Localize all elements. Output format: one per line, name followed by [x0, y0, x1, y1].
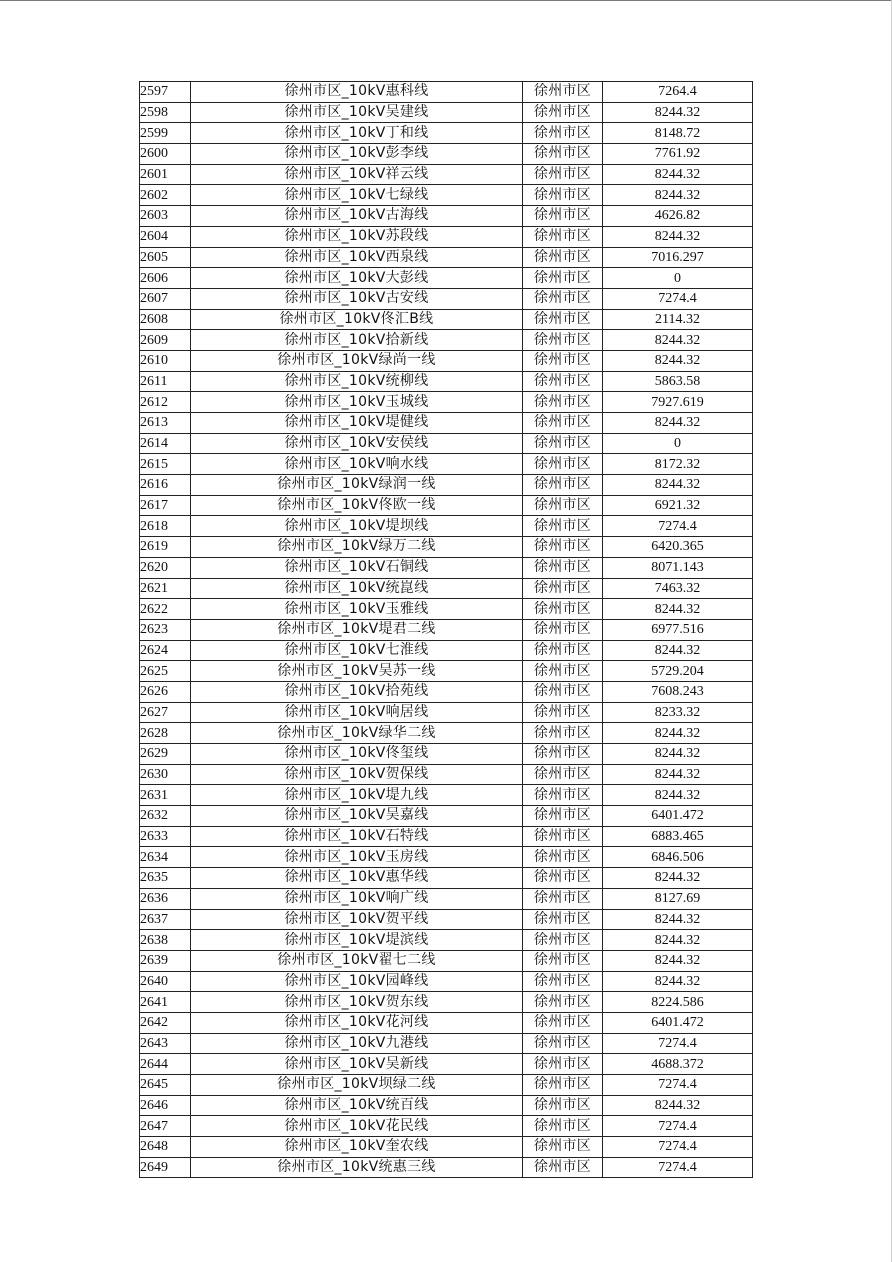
cell-index: 2613: [140, 413, 191, 434]
cell-region: 徐州市区: [523, 1012, 603, 1033]
cell-index: 2643: [140, 1033, 191, 1054]
cell-value: 6420.365: [603, 537, 753, 558]
cell-index: 2626: [140, 681, 191, 702]
cell-region: 徐州市区: [523, 495, 603, 516]
table-row: [140, 454, 753, 475]
cell-line-name: 徐州市区_10kV翟七二线: [191, 950, 523, 971]
table-row: [140, 1075, 753, 1096]
cell-value: 4688.372: [603, 1054, 753, 1075]
table-row: [140, 723, 753, 744]
cell-region: 徐州市区: [523, 950, 603, 971]
table-row: [140, 144, 753, 165]
cell-value: 6401.472: [603, 806, 753, 827]
cell-index: 2610: [140, 350, 191, 371]
cell-value: 2114.32: [603, 309, 753, 330]
cell-line-name: 徐州市区_10kV吴新线: [191, 1054, 523, 1075]
cell-value: 8244.32: [603, 723, 753, 744]
cell-value: 7264.4: [603, 82, 753, 103]
cell-line-name: 徐州市区_10kV佟欧一线: [191, 495, 523, 516]
cell-region: 徐州市区: [523, 847, 603, 868]
cell-index: 2629: [140, 744, 191, 765]
cell-region: 徐州市区: [523, 309, 603, 330]
cell-index: 2598: [140, 102, 191, 123]
table-row: [140, 516, 753, 537]
cell-region: 徐州市区: [523, 226, 603, 247]
cell-index: 2628: [140, 723, 191, 744]
cell-region: 徐州市区: [523, 288, 603, 309]
cell-line-name: 徐州市区_10kV西泉线: [191, 247, 523, 268]
cell-line-name: 徐州市区_10kV七淮线: [191, 640, 523, 661]
cell-value: 8224.586: [603, 992, 753, 1013]
cell-index: 2609: [140, 330, 191, 351]
table-row: [140, 619, 753, 640]
cell-value: 8244.32: [603, 1095, 753, 1116]
table-row: [140, 599, 753, 620]
cell-index: 2618: [140, 516, 191, 537]
cell-index: 2616: [140, 475, 191, 496]
cell-value: 8244.32: [603, 909, 753, 930]
cell-value: 8244.32: [603, 764, 753, 785]
cell-region: 徐州市区: [523, 247, 603, 268]
cell-region: 徐州市区: [523, 619, 603, 640]
table-row: [140, 785, 753, 806]
cell-index: 2612: [140, 392, 191, 413]
table-row: [140, 537, 753, 558]
table-row: [140, 681, 753, 702]
table-row: [140, 578, 753, 599]
table-row: [140, 1116, 753, 1137]
cell-region: 徐州市区: [523, 350, 603, 371]
cell-index: 2639: [140, 950, 191, 971]
cell-region: 徐州市区: [523, 206, 603, 227]
cell-line-name: 徐州市区_10kV石铜线: [191, 557, 523, 578]
cell-region: 徐州市区: [523, 578, 603, 599]
cell-value: 8172.32: [603, 454, 753, 475]
cell-region: 徐州市区: [523, 930, 603, 951]
cell-value: 7274.4: [603, 1116, 753, 1137]
cell-line-name: 徐州市区_10kV大彭线: [191, 268, 523, 289]
cell-region: 徐州市区: [523, 764, 603, 785]
cell-line-name: 徐州市区_10kV统崑线: [191, 578, 523, 599]
cell-index: 2600: [140, 144, 191, 165]
cell-index: 2627: [140, 702, 191, 723]
table-row: [140, 330, 753, 351]
cell-value: 8148.72: [603, 123, 753, 144]
cell-value: 8244.32: [603, 226, 753, 247]
table-row: [140, 164, 753, 185]
table-row: [140, 433, 753, 454]
table-row: [140, 123, 753, 144]
cell-value: 8244.32: [603, 185, 753, 206]
cell-value: 8244.32: [603, 868, 753, 889]
cell-value: 7274.4: [603, 516, 753, 537]
cell-index: 2597: [140, 82, 191, 103]
table-row: [140, 868, 753, 889]
cell-value: 8127.69: [603, 888, 753, 909]
cell-index: 2617: [140, 495, 191, 516]
cell-value: 8233.32: [603, 702, 753, 723]
cell-line-name: 徐州市区_10kV统百线: [191, 1095, 523, 1116]
cell-index: 2640: [140, 971, 191, 992]
cell-region: 徐州市区: [523, 868, 603, 889]
cell-value: 6846.506: [603, 847, 753, 868]
table-row: [140, 1157, 753, 1178]
cell-value: 8244.32: [603, 971, 753, 992]
cell-line-name: 徐州市区_10kV响广线: [191, 888, 523, 909]
cell-region: 徐州市区: [523, 1157, 603, 1178]
page-top-border: [0, 0, 892, 1]
cell-region: 徐州市区: [523, 1137, 603, 1158]
cell-region: 徐州市区: [523, 992, 603, 1013]
cell-line-name: 徐州市区_10kV玉房线: [191, 847, 523, 868]
cell-line-name: 徐州市区_10kV响水线: [191, 454, 523, 475]
cell-region: 徐州市区: [523, 144, 603, 165]
cell-index: 2611: [140, 371, 191, 392]
cell-value: 8244.32: [603, 164, 753, 185]
cell-index: 2631: [140, 785, 191, 806]
cell-value: 8244.32: [603, 640, 753, 661]
cell-line-name: 徐州市区_10kV堤健线: [191, 413, 523, 434]
cell-region: 徐州市区: [523, 1116, 603, 1137]
table-row: [140, 475, 753, 496]
cell-line-name: 徐州市区_10kV古海线: [191, 206, 523, 227]
cell-region: 徐州市区: [523, 433, 603, 454]
cell-index: 2602: [140, 185, 191, 206]
cell-value: 7274.4: [603, 1137, 753, 1158]
cell-index: 2608: [140, 309, 191, 330]
table-row: [140, 309, 753, 330]
cell-value: 7016.297: [603, 247, 753, 268]
cell-line-name: 徐州市区_10kV安侯线: [191, 433, 523, 454]
cell-value: 0: [603, 268, 753, 289]
cell-region: 徐州市区: [523, 661, 603, 682]
cell-region: 徐州市区: [523, 702, 603, 723]
cell-line-name: 徐州市区_10kV绿润一线: [191, 475, 523, 496]
table-row: [140, 702, 753, 723]
cell-line-name: 徐州市区_10kV惠科线: [191, 82, 523, 103]
cell-region: 徐州市区: [523, 1033, 603, 1054]
cell-value: 6883.465: [603, 826, 753, 847]
cell-line-name: 徐州市区_10kV贺东线: [191, 992, 523, 1013]
cell-line-name: 徐州市区_10kV花民线: [191, 1116, 523, 1137]
cell-value: 7274.4: [603, 1157, 753, 1178]
cell-line-name: 徐州市区_10kV佟玺线: [191, 744, 523, 765]
table-row: [140, 1012, 753, 1033]
cell-region: 徐州市区: [523, 744, 603, 765]
cell-index: 2634: [140, 847, 191, 868]
cell-line-name: 徐州市区_10kV彭李线: [191, 144, 523, 165]
table-row: [140, 971, 753, 992]
table-row: [140, 185, 753, 206]
cell-index: 2621: [140, 578, 191, 599]
table-row: [140, 206, 753, 227]
cell-line-name: 徐州市区_10kV拾苑线: [191, 681, 523, 702]
cell-line-name: 徐州市区_10kV丁和线: [191, 123, 523, 144]
table-row: [140, 661, 753, 682]
cell-index: 2642: [140, 1012, 191, 1033]
cell-index: 2638: [140, 930, 191, 951]
cell-index: 2620: [140, 557, 191, 578]
cell-index: 2607: [140, 288, 191, 309]
cell-region: 徐州市区: [523, 640, 603, 661]
cell-value: 8071.143: [603, 557, 753, 578]
cell-line-name: 徐州市区_10kV佟汇B线: [191, 309, 523, 330]
cell-index: 2601: [140, 164, 191, 185]
cell-value: 6977.516: [603, 619, 753, 640]
data-table-body: [140, 82, 753, 1178]
table-row: [140, 1095, 753, 1116]
table-row: [140, 350, 753, 371]
cell-value: 6401.472: [603, 1012, 753, 1033]
cell-value: 8244.32: [603, 413, 753, 434]
cell-line-name: 徐州市区_10kV统惠三线: [191, 1157, 523, 1178]
table-row: [140, 268, 753, 289]
cell-index: 2644: [140, 1054, 191, 1075]
cell-line-name: 徐州市区_10kV响居线: [191, 702, 523, 723]
cell-value: 7274.4: [603, 288, 753, 309]
cell-value: 8244.32: [603, 350, 753, 371]
cell-region: 徐州市区: [523, 1054, 603, 1075]
cell-line-name: 徐州市区_10kV奎农线: [191, 1137, 523, 1158]
table-row: [140, 888, 753, 909]
cell-region: 徐州市区: [523, 537, 603, 558]
cell-index: 2647: [140, 1116, 191, 1137]
cell-value: 8244.32: [603, 102, 753, 123]
table-row: [140, 1137, 753, 1158]
cell-line-name: 徐州市区_10kV堤滨线: [191, 930, 523, 951]
cell-value: 6921.32: [603, 495, 753, 516]
cell-index: 2636: [140, 888, 191, 909]
cell-value: 7927.619: [603, 392, 753, 413]
cell-line-name: 徐州市区_10kV堤九线: [191, 785, 523, 806]
cell-region: 徐州市区: [523, 164, 603, 185]
cell-index: 2619: [140, 537, 191, 558]
cell-region: 徐州市区: [523, 806, 603, 827]
cell-index: 2623: [140, 619, 191, 640]
cell-line-name: 徐州市区_10kV绿万二线: [191, 537, 523, 558]
cell-index: 2622: [140, 599, 191, 620]
cell-index: 2624: [140, 640, 191, 661]
cell-region: 徐州市区: [523, 454, 603, 475]
cell-value: 8244.32: [603, 930, 753, 951]
cell-line-name: 徐州市区_10kV堤君二线: [191, 619, 523, 640]
cell-line-name: 徐州市区_10kV绿华二线: [191, 723, 523, 744]
cell-value: 7274.4: [603, 1033, 753, 1054]
cell-region: 徐州市区: [523, 1075, 603, 1096]
cell-line-name: 徐州市区_10kV园峰线: [191, 971, 523, 992]
cell-index: 2604: [140, 226, 191, 247]
cell-value: 8244.32: [603, 785, 753, 806]
cell-value: 4626.82: [603, 206, 753, 227]
cell-line-name: 徐州市区_10kV古安线: [191, 288, 523, 309]
cell-region: 徐州市区: [523, 909, 603, 930]
table-row: [140, 826, 753, 847]
cell-region: 徐州市区: [523, 413, 603, 434]
cell-line-name: 徐州市区_10kV绿尚一线: [191, 350, 523, 371]
cell-index: 2637: [140, 909, 191, 930]
table-row: [140, 82, 753, 103]
table-row: [140, 806, 753, 827]
table-row: [140, 495, 753, 516]
cell-line-name: 徐州市区_10kV九港线: [191, 1033, 523, 1054]
cell-line-name: 徐州市区_10kV祥云线: [191, 164, 523, 185]
cell-index: 2646: [140, 1095, 191, 1116]
cell-value: 8244.32: [603, 744, 753, 765]
cell-region: 徐州市区: [523, 888, 603, 909]
cell-index: 2625: [140, 661, 191, 682]
cell-value: 8244.32: [603, 475, 753, 496]
cell-line-name: 徐州市区_10kV堤坝线: [191, 516, 523, 537]
cell-value: 7761.92: [603, 144, 753, 165]
cell-line-name: 徐州市区_10kV贺平线: [191, 909, 523, 930]
cell-index: 2614: [140, 433, 191, 454]
cell-index: 2615: [140, 454, 191, 475]
table-row: [140, 744, 753, 765]
cell-region: 徐州市区: [523, 826, 603, 847]
cell-value: 8244.32: [603, 599, 753, 620]
cell-index: 2605: [140, 247, 191, 268]
cell-region: 徐州市区: [523, 82, 603, 103]
cell-value: 7608.243: [603, 681, 753, 702]
cell-line-name: 徐州市区_10kV七绿线: [191, 185, 523, 206]
cell-region: 徐州市区: [523, 123, 603, 144]
cell-value: 8244.32: [603, 330, 753, 351]
cell-value: 7463.32: [603, 578, 753, 599]
cell-line-name: 徐州市区_10kV拾新线: [191, 330, 523, 351]
cell-region: 徐州市区: [523, 268, 603, 289]
table-row: [140, 288, 753, 309]
table-row: [140, 992, 753, 1013]
table-row: [140, 950, 753, 971]
cell-value: 5729.204: [603, 661, 753, 682]
cell-region: 徐州市区: [523, 185, 603, 206]
cell-value: 0: [603, 433, 753, 454]
table-row: [140, 557, 753, 578]
cell-index: 2603: [140, 206, 191, 227]
table-row: [140, 1033, 753, 1054]
table-row: [140, 413, 753, 434]
cell-line-name: 徐州市区_10kV吴嘉线: [191, 806, 523, 827]
table-row: [140, 930, 753, 951]
cell-line-name: 徐州市区_10kV石特线: [191, 826, 523, 847]
cell-index: 2606: [140, 268, 191, 289]
cell-line-name: 徐州市区_10kV苏段线: [191, 226, 523, 247]
cell-region: 徐州市区: [523, 1095, 603, 1116]
cell-line-name: 徐州市区_10kV统柳线: [191, 371, 523, 392]
table-row: [140, 247, 753, 268]
cell-region: 徐州市区: [523, 330, 603, 351]
table-row: [140, 847, 753, 868]
cell-line-name: 徐州市区_10kV玉城线: [191, 392, 523, 413]
cell-region: 徐州市区: [523, 475, 603, 496]
cell-index: 2630: [140, 764, 191, 785]
table-row: [140, 102, 753, 123]
table-row: [140, 371, 753, 392]
cell-index: 2633: [140, 826, 191, 847]
cell-region: 徐州市区: [523, 557, 603, 578]
cell-region: 徐州市区: [523, 723, 603, 744]
cell-line-name: 徐州市区_10kV坝绿二线: [191, 1075, 523, 1096]
table-row: [140, 909, 753, 930]
cell-index: 2599: [140, 123, 191, 144]
cell-region: 徐州市区: [523, 971, 603, 992]
cell-value: 5863.58: [603, 371, 753, 392]
cell-region: 徐州市区: [523, 392, 603, 413]
table-row: [140, 392, 753, 413]
cell-index: 2635: [140, 868, 191, 889]
cell-value: 8244.32: [603, 950, 753, 971]
table-row: [140, 640, 753, 661]
cell-index: 2632: [140, 806, 191, 827]
cell-region: 徐州市区: [523, 681, 603, 702]
cell-line-name: 徐州市区_10kV贺保线: [191, 764, 523, 785]
cell-index: 2641: [140, 992, 191, 1013]
cell-line-name: 徐州市区_10kV吴建线: [191, 102, 523, 123]
cell-line-name: 徐州市区_10kV吴苏一线: [191, 661, 523, 682]
cell-line-name: 徐州市区_10kV花河线: [191, 1012, 523, 1033]
table-row: [140, 764, 753, 785]
cell-line-name: 徐州市区_10kV玉雅线: [191, 599, 523, 620]
data-table: [139, 81, 753, 1178]
table-row: [140, 226, 753, 247]
cell-line-name: 徐州市区_10kV惠华线: [191, 868, 523, 889]
cell-region: 徐州市区: [523, 371, 603, 392]
cell-index: 2645: [140, 1075, 191, 1096]
cell-region: 徐州市区: [523, 102, 603, 123]
table-row: [140, 1054, 753, 1075]
cell-value: 7274.4: [603, 1075, 753, 1096]
cell-index: 2648: [140, 1137, 191, 1158]
cell-region: 徐州市区: [523, 785, 603, 806]
cell-index: 2649: [140, 1157, 191, 1178]
cell-region: 徐州市区: [523, 516, 603, 537]
cell-region: 徐州市区: [523, 599, 603, 620]
